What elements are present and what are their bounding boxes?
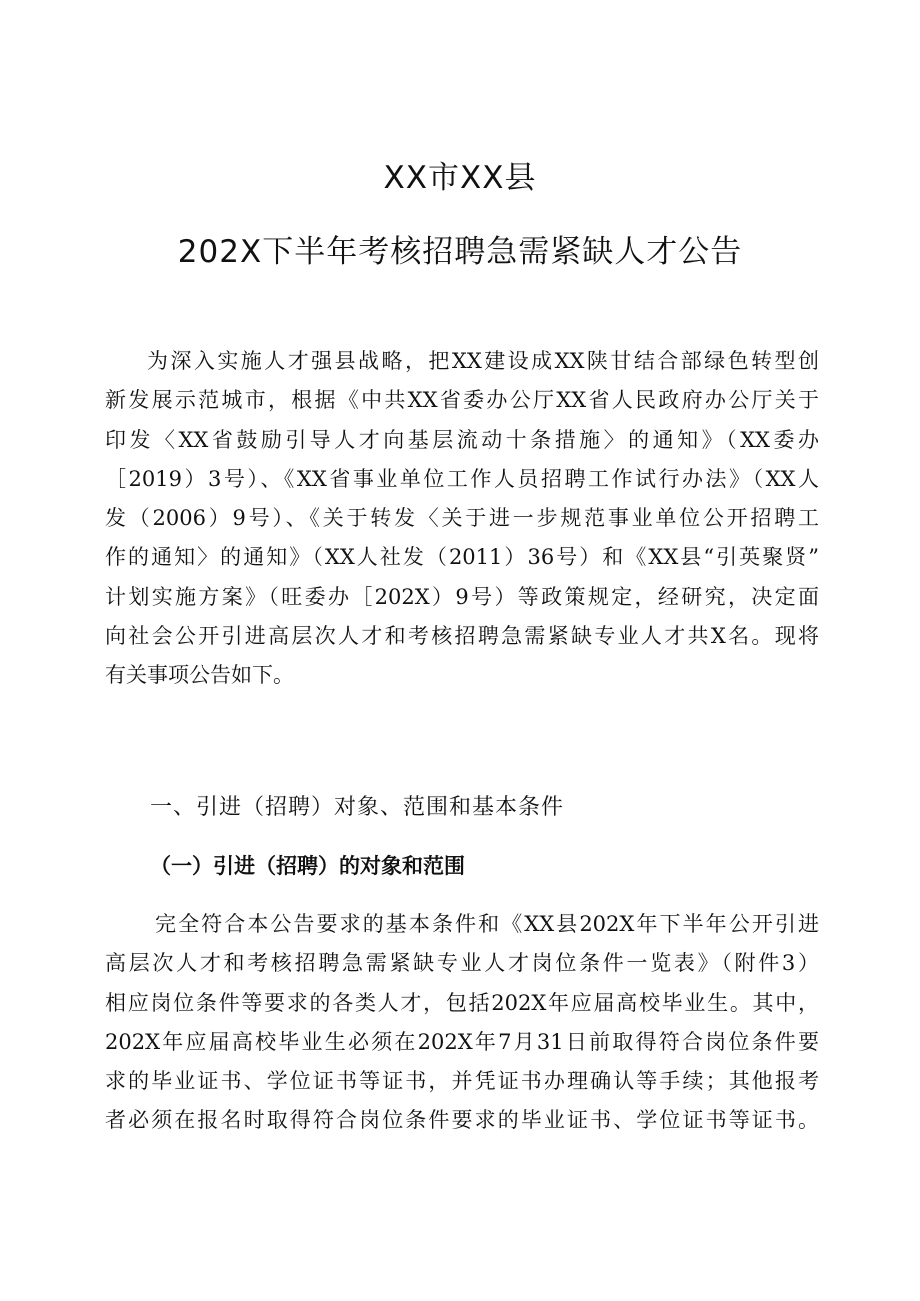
paragraph-line: 作的通知〉的通知》（XX人社发（2011）36号）和《XX县“引英聚贤” (105, 545, 819, 570)
paragraph-line: 为深入实施人才强县战略，把XX建设成XX陕甘结合部绿色转型创 (147, 349, 819, 373)
paragraph-line: 相应岗位条件等要求的各类人才，包括202X年应届高校毕业生。其中， (105, 990, 819, 1015)
paragraph-line: 发（2006）9号）、《关于转发〈关于进一步规范事业单位公开招聘工 (105, 506, 819, 531)
paragraph-line: 向社会公开引进高层次人才和考核招聘急需紧缺专业人才共X名。现将 (105, 624, 819, 649)
paragraph-line: 新发展示范城市，根据《中共XX省委办公厅XX省人民政府办公厅关于 (105, 388, 819, 413)
document-title-line2: 202X下半年考核招聘急需紧缺人才公告 (177, 234, 743, 270)
paragraph-line: 求的毕业证书、学位证书等证书，并凭证书办理确认等手续；其他报考 (105, 1069, 819, 1094)
document-title-line1: XX市XX县 (383, 160, 537, 196)
paragraph-line: ［2019）3号）、《XX省事业单位工作人员招聘工作试行办法》（XX人 (105, 466, 819, 491)
section-heading: 一、引进（招聘）对象、范围和基本条件 (150, 795, 565, 820)
paragraph-scope (105, 905, 819, 1141)
subsection-heading: （一）引进（招聘）的对象和范围 (150, 853, 465, 878)
paragraph-intro (105, 342, 819, 696)
paragraph-line: 有关事项公告如下。 (105, 663, 294, 688)
paragraph-line: 完全符合本公告要求的基本条件和《XX县202X年下半年公开引进 (155, 912, 819, 936)
paragraph-line: 高层次人才和考核招聘急需紧缺专业人才岗位条件一览表》（附件3） (105, 951, 819, 976)
paragraph-line: 202X年应届高校毕业生必须在202X年7月31日前取得符合岗位条件要 (105, 1029, 819, 1054)
paragraph-line: 印发〈XX省鼓励引导人才向基层流动十条措施〉的通知》（XX委办 (105, 427, 819, 452)
paragraph-line: 者必须在报名时取得符合岗位条件要求的毕业证书、学位证书等证书。 (105, 1108, 819, 1133)
paragraph-line: 计划实施方案》（旺委办［202X）9号）等政策规定，经研究，决定面 (105, 584, 819, 609)
